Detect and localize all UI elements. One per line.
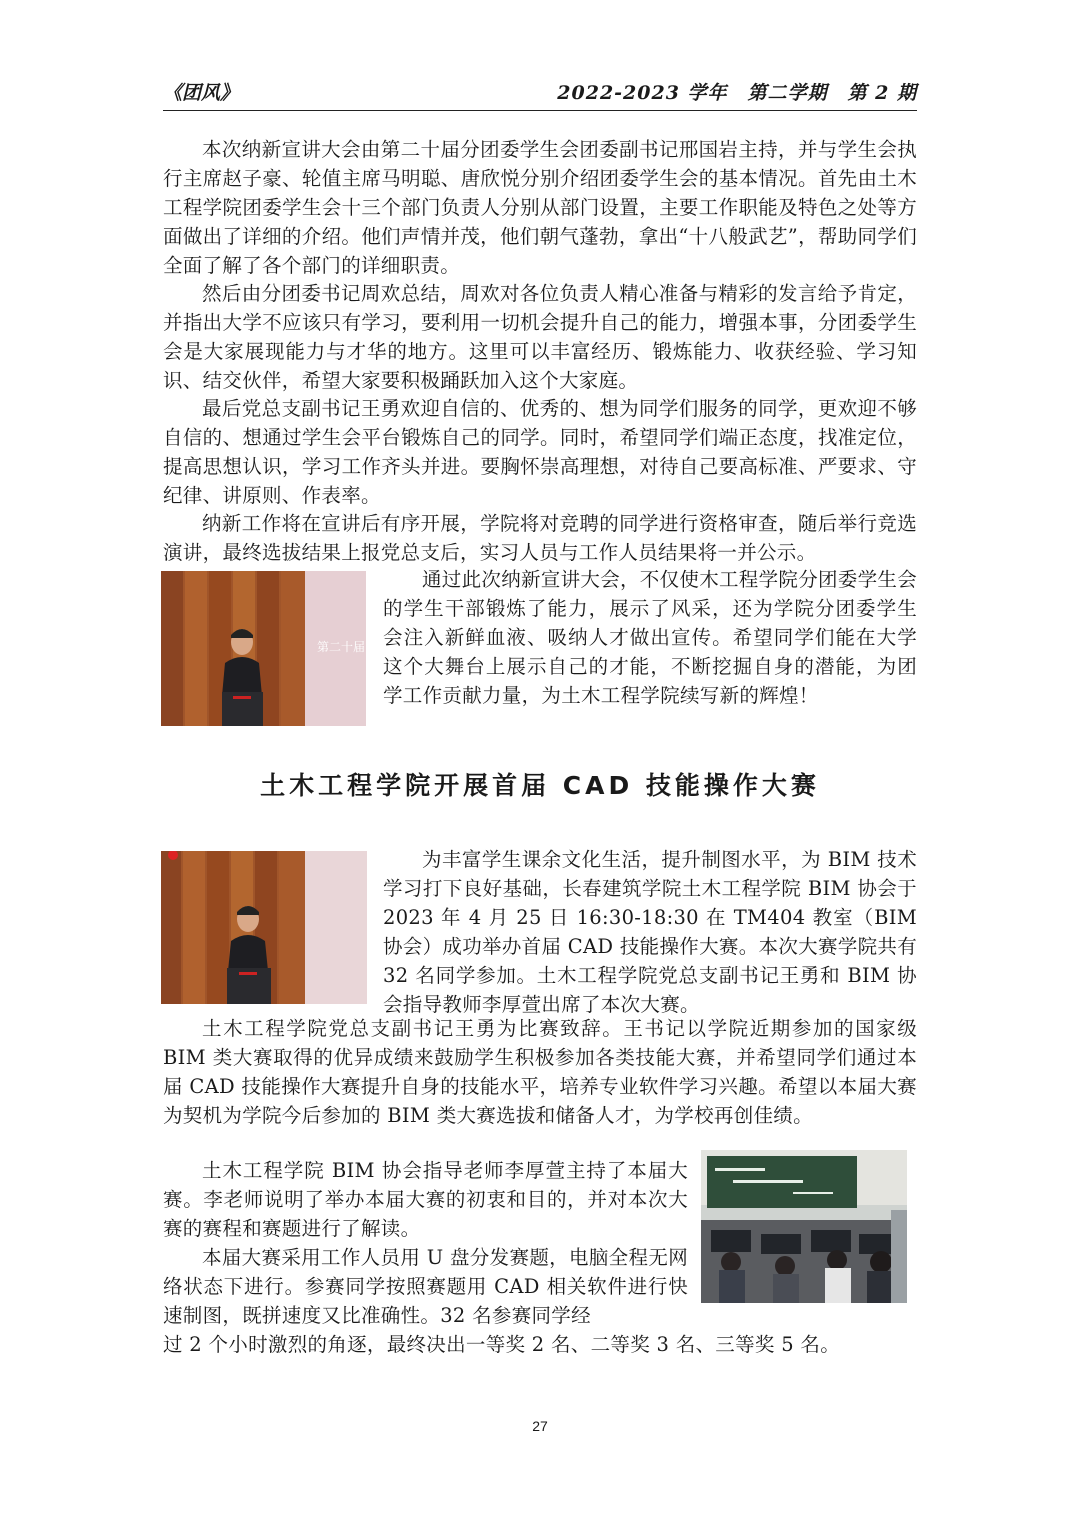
article2-paragraph-1: 为丰富学生课余文化生活，提升制图水平，为 BIM 技术学习打下良好基础，长春建筑学院土木工程学院 BIM 协会于 2023 年 4 月 25 日 16:30-18:30 在 TM404 教室（BIM 协会）成功举办首届 CAD 技能操作大赛。本次大赛学院共有 32 名同学参加。土木工程学院党总支副书记王勇和 BIM 协会指导教师李厚萱出席了本次大赛。 xyxy=(383,848,917,1016)
article2-paragraph-4b: 过 2 个小时激烈的角逐，最终决出一等奖 2 名、二等奖 3 名、三等奖 5 名。 xyxy=(163,1333,841,1356)
article1-paragraph-2: 然后由分团委书记周欢总结，周欢对各位负责人精心准备与精彩的发言给予肯定，并指出大学不应该只有学习，要利用一切机会提升自己的能力，增强本事，分团委学生会是大家展现能力与才华的地方。这里可以丰富经历、锻炼能力、收获经验、学习知识、结交伙伴，希望大家要积极踊跃加入这个大家庭。 xyxy=(163,282,917,392)
competition-classroom-photo xyxy=(701,1150,907,1303)
journal-name: 《团风》 xyxy=(163,82,240,104)
speaker-photo-2-image xyxy=(161,851,367,1004)
issue-info: 2022-2023 学年 第二学期 第 2 期 xyxy=(557,82,917,104)
speaker-photo-1-image xyxy=(161,571,366,726)
speaker-photo-1 xyxy=(161,571,366,726)
article2-paragraph-3: 土木工程学院 BIM 协会指导老师李厚萱主持了本届大赛。李老师说明了举办本届大赛的初衷和目的，并对本次大赛的赛程和赛题进行了解读。 xyxy=(163,1159,688,1240)
article2-paragraph-4a: 本届大赛采用工作人员用 U 盘分发赛题，电脑全程无网络状态下进行。参赛同学按照赛题用 CAD 相关软件进行快速制图，既拼速度又比准确性。32 名参赛同学经 xyxy=(163,1246,688,1327)
screen-text: 第二十届 xyxy=(317,640,366,654)
page-number: 27 xyxy=(532,1418,548,1434)
article1-paragraph-1: 本次纳新宣讲大会由第二十届分团委学生会团委副书记邢国岩主持，并与学生会执行主席赵子豪、轮值主席马明聪、唐欣悦分别介绍团委学生会的基本情况。首先由土木工程学院团委学生会十三个部门负责人分别从部门设置，主要工作职能及特色之处等方面做出了详细的介绍。他们声情并茂，他们朝气蓬勃，拿出“十八般武艺”，帮助同学们全面了解了各个部门的详细职责。 xyxy=(163,138,917,277)
article1-paragraph-5: 通过此次纳新宣讲大会，不仅使木工程学院分团委学生会的学生干部锻炼了能力，展示了风采，还为学院分团委学生会注入新鲜血液、吸纳人才做出宣传。希望同学们能在大学这个大舞台上展示自己的才能，不断挖掘自身的潜能，为团学工作贡献力量，为土木工程学院续写新的辉煌！ xyxy=(383,568,918,707)
article1-paragraph-4: 纳新工作将在宣讲后有序开展，学院将对竞聘的同学进行资格审查，随后举行竞选演讲，最终选拔结果上报党总支后，实习人员与工作人员结果将一并公示。 xyxy=(163,512,917,564)
competition-classroom-photo-image xyxy=(701,1150,907,1303)
article2-title: 土木工程学院开展首届 CAD 技能操作大赛 xyxy=(260,771,820,800)
speaker-photo-2 xyxy=(161,851,367,1004)
running-header xyxy=(163,78,917,111)
article2-paragraph-2: 土木工程学院党总支副书记王勇为比赛致辞。王书记以学院近期参加的国家级 BIM 类大赛取得的优异成绩来鼓励学生积极参加各类技能大赛，并希望同学们通过本届 CAD 技能操作大赛提升自身的技能水平，培养专业软件学习兴趣。希望以本届大赛为契机为学院今后参加的 BIM 类大赛选拔和储备人才，为学校再创佳绩。 xyxy=(163,1017,917,1127)
article1-paragraph-3: 最后党总支副书记王勇欢迎自信的、优秀的、想为同学们服务的同学，更欢迎不够自信的、想通过学生会平台锻炼自己的同学。同时，希望同学们端正态度，找准定位，提高思想认识，学习工作齐头并进。要胸怀崇高理想，对待自己要高标准、严要求、守纪律、讲原则、作表率。 xyxy=(163,397,917,507)
